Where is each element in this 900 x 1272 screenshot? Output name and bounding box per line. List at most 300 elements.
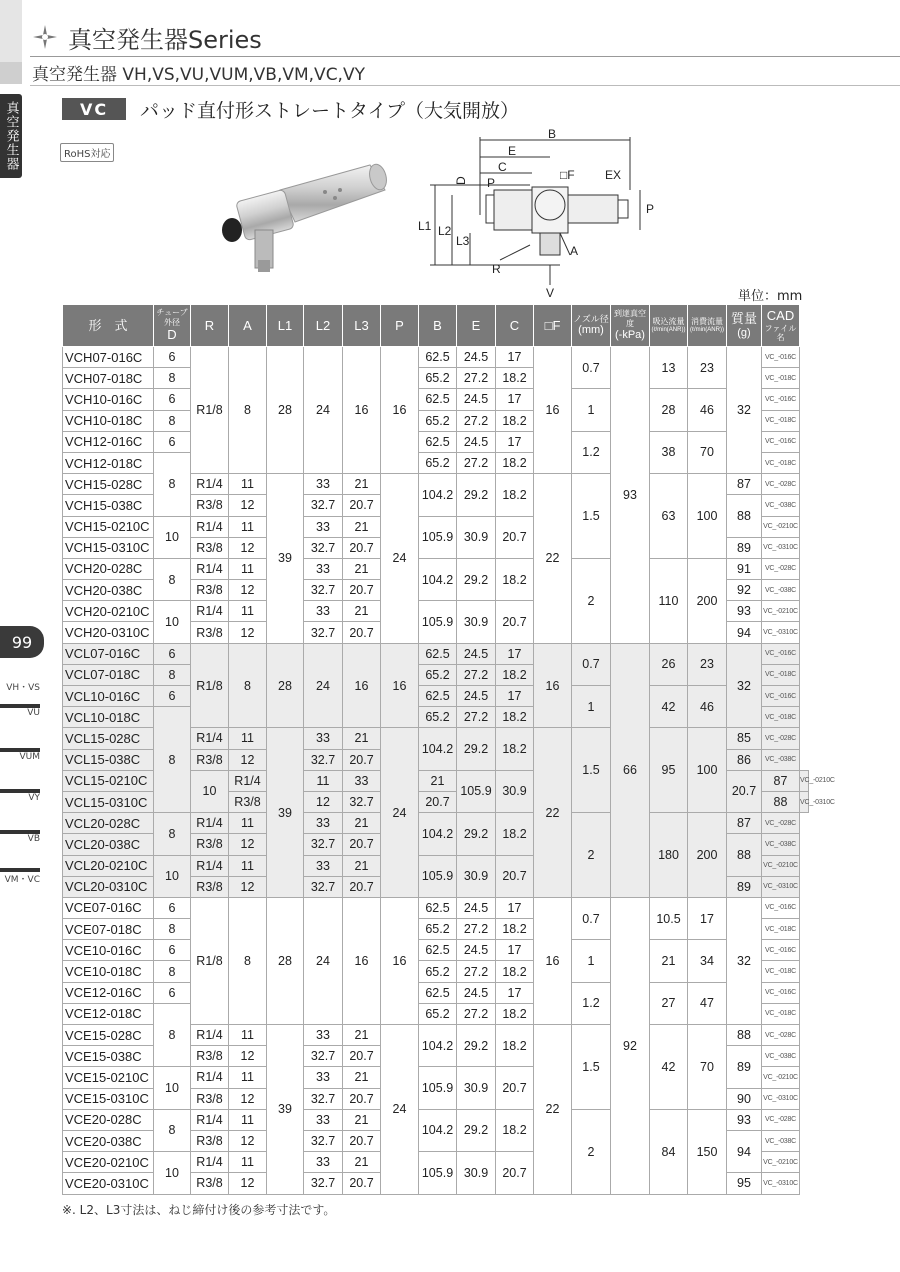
table-row <box>63 643 809 664</box>
table-cell: 90 <box>727 1088 762 1109</box>
table-cell: 33 <box>304 1109 343 1130</box>
table-cell: 24 <box>304 347 343 474</box>
table-cell: 8 <box>154 410 191 431</box>
table-cell: 42 <box>650 1025 688 1110</box>
table-cell: 32 <box>727 897 762 1024</box>
table-cell: VCE10-018C <box>63 961 154 982</box>
table-cell: VCL10-018C <box>63 707 154 728</box>
table-cell: 21 <box>343 1067 381 1088</box>
table-cell: VC_-038C <box>762 580 800 601</box>
table-cell: VCE12-016C <box>63 982 154 1003</box>
dim-label-ex: EX <box>605 168 622 182</box>
table-cell: 11 <box>229 1067 267 1088</box>
side-nav-label: VH・VS <box>6 683 40 693</box>
table-cell: VC_-028C <box>762 813 800 834</box>
table-cell: 2 <box>572 813 611 898</box>
table-cell: 10 <box>154 601 191 643</box>
table-cell: 85 <box>727 728 762 749</box>
col-vacuum <box>611 305 650 347</box>
side-nav-vb[interactable] <box>0 834 44 844</box>
table-cell: 21 <box>650 940 688 982</box>
table-cell: 18.2 <box>496 1109 534 1151</box>
table-cell: 12 <box>229 537 267 558</box>
table-cell: 8 <box>229 347 267 474</box>
side-nav-bar <box>0 830 40 834</box>
series-badge: VC <box>62 98 126 120</box>
table-cell: 30.9 <box>457 601 496 643</box>
table-cell: 17 <box>496 982 534 1003</box>
table-cell: 20.7 <box>343 1130 381 1151</box>
table-cell: 12 <box>229 580 267 601</box>
table-cell: 88 <box>727 834 762 876</box>
table-cell: 6 <box>154 686 191 707</box>
table-cell: 17 <box>496 347 534 368</box>
side-nav-bar <box>0 868 40 872</box>
table-cell: 29.2 <box>457 474 496 516</box>
dim-label-f: □F <box>560 168 575 182</box>
table-cell: 46 <box>688 686 727 728</box>
side-nav-vm-vc[interactable] <box>0 872 44 885</box>
table-cell: 6 <box>154 982 191 1003</box>
table-cell: VCE20-0310C <box>63 1173 154 1194</box>
table-cell: 23 <box>688 347 727 389</box>
table-cell: R3/8 <box>191 876 229 897</box>
table-cell: 17 <box>496 940 534 961</box>
table-cell: R3/8 <box>229 791 267 812</box>
table-cell: 105.9 <box>419 855 457 897</box>
table-cell: 17 <box>496 643 534 664</box>
table-cell: 27.2 <box>457 452 496 473</box>
table-cell: VCH10-018C <box>63 410 154 431</box>
table-cell: VC_-028C <box>762 1109 800 1130</box>
table-cell: 66 <box>611 643 650 897</box>
col-label-bottom: (-kPa) <box>615 328 645 341</box>
col-label-bottom: (ℓ/min(ANR)) <box>690 326 724 333</box>
table-cell: VCH10-016C <box>63 389 154 410</box>
table-cell: 21 <box>343 516 381 537</box>
table-cell: VCE07-018C <box>63 919 154 940</box>
table-cell: 24 <box>381 728 419 898</box>
side-nav-vu[interactable] <box>0 708 44 718</box>
side-nav-label: VM・VC <box>4 875 40 885</box>
table-cell: 21 <box>343 601 381 622</box>
table-cell: VC_-0310C <box>762 622 800 643</box>
table-cell: 8 <box>229 897 267 1024</box>
table-cell: 100 <box>688 474 727 559</box>
col-mass <box>727 305 762 347</box>
dim-label-l2: L2 <box>438 224 452 238</box>
table-cell: R1/4 <box>191 558 229 579</box>
table-cell: VCE15-028C <box>63 1025 154 1046</box>
table-cell: 22 <box>534 474 572 644</box>
table-cell: 27.2 <box>457 410 496 431</box>
table-cell: 16 <box>534 897 572 1024</box>
side-nav-vh-vs[interactable] <box>0 680 44 693</box>
product-photo <box>200 160 400 280</box>
footnote: ※. L2、L3寸法は、ねじ締付け後の参考寸法です。 <box>62 1203 336 1217</box>
table-cell: 18.2 <box>496 919 534 940</box>
table-cell: 32.7 <box>304 749 343 770</box>
table-cell: R3/8 <box>191 495 229 516</box>
table-cell: VC_-018C <box>762 664 800 685</box>
table-cell: 6 <box>154 431 191 452</box>
table-cell: 20.7 <box>343 495 381 516</box>
table-cell: VC_-0210C <box>762 1067 800 1088</box>
table-cell: 2 <box>572 558 611 643</box>
table-cell: 11 <box>229 1025 267 1046</box>
table-cell: 65.2 <box>419 664 457 685</box>
col-l2: L2 <box>304 305 343 347</box>
table-cell: 17 <box>688 897 727 939</box>
table-cell: 39 <box>267 1025 304 1195</box>
table-cell: VC_-016C <box>762 940 800 961</box>
col-l3: L3 <box>343 305 381 347</box>
table-cell: 16 <box>534 347 572 474</box>
table-cell: 27 <box>650 982 688 1024</box>
table-cell: 16 <box>381 643 419 728</box>
table-cell: 91 <box>727 558 762 579</box>
table-cell: 24.5 <box>457 431 496 452</box>
table-cell: 6 <box>154 347 191 368</box>
table-cell: R1/4 <box>191 474 229 495</box>
table-cell: 87 <box>762 770 800 791</box>
table-cell: 1 <box>572 940 611 982</box>
table-cell: 11 <box>229 813 267 834</box>
spec-table <box>62 304 835 1195</box>
table-cell: VCE20-038C <box>63 1130 154 1151</box>
table-cell: VC_-018C <box>762 919 800 940</box>
table-cell: R3/8 <box>191 749 229 770</box>
table-cell: 180 <box>650 813 688 898</box>
table-cell: 105.9 <box>419 601 457 643</box>
table-cell: 24 <box>304 643 343 728</box>
table-cell: 11 <box>229 1152 267 1173</box>
table-cell: 16 <box>534 643 572 728</box>
table-cell: VC_-028C <box>762 558 800 579</box>
table-row <box>63 431 809 452</box>
table-cell: 21 <box>343 728 381 749</box>
table-cell: 17 <box>496 389 534 410</box>
table-cell: 65.2 <box>419 368 457 389</box>
table-cell: 6 <box>154 940 191 961</box>
table-cell: 24.5 <box>457 940 496 961</box>
table-cell: 32.7 <box>304 580 343 601</box>
col-label-top: 質量 <box>730 311 757 327</box>
table-cell: VCH15-038C <box>63 495 154 516</box>
table-cell: 30.9 <box>496 770 534 812</box>
table-cell: 32.7 <box>304 537 343 558</box>
table-cell: 70 <box>688 1025 727 1110</box>
table-cell: 11 <box>229 601 267 622</box>
table-cell: 62.5 <box>419 431 457 452</box>
side-nav-label: VUM <box>19 752 40 762</box>
dim-label-l1: L1 <box>418 219 432 233</box>
table-cell: 18.2 <box>496 558 534 600</box>
table-cell: 2 <box>572 1109 611 1194</box>
table-cell: 1 <box>572 686 611 728</box>
col-p: P <box>381 305 419 347</box>
table-cell: VC_-038C <box>762 749 800 770</box>
table-cell: 24.5 <box>457 347 496 368</box>
side-nav-bar <box>0 789 40 793</box>
table-cell: 39 <box>267 474 304 644</box>
table-row <box>63 389 809 410</box>
table-cell: 8 <box>229 643 267 728</box>
col-e: E <box>457 305 496 347</box>
table-cell: 62.5 <box>419 347 457 368</box>
table-cell: VC_-016C <box>762 643 800 664</box>
table-cell: 30.9 <box>457 1067 496 1109</box>
table-cell: 32.7 <box>343 791 381 812</box>
table-cell: VCL20-0210C <box>63 855 154 876</box>
table-cell: 95 <box>727 1173 762 1194</box>
table-cell: 18.2 <box>496 452 534 473</box>
table-cell: 11 <box>304 770 343 791</box>
table-cell: VC_-018C <box>762 707 800 728</box>
table-cell: 104.2 <box>419 474 457 516</box>
table-cell: 20.7 <box>496 1067 534 1109</box>
table-cell: VC_-016C <box>762 982 800 1003</box>
table-cell: 12 <box>229 1046 267 1067</box>
dimension-diagram <box>410 125 670 300</box>
page-header <box>32 20 262 54</box>
table-cell: 27.2 <box>457 664 496 685</box>
table-cell: 0.7 <box>572 643 611 685</box>
table-cell: 32 <box>727 347 762 474</box>
table-cell: VCH20-028C <box>63 558 154 579</box>
table-cell: 8 <box>154 558 191 600</box>
col-label-top: 消費流量 <box>691 317 723 327</box>
table-cell: 88 <box>727 1025 762 1046</box>
col-label-top: CAD <box>766 308 795 324</box>
table-cell: VC_-028C <box>762 1025 800 1046</box>
col-label-top: ノズル径 <box>573 313 609 324</box>
table-header-row <box>63 305 809 347</box>
table-cell: 28 <box>267 347 304 474</box>
table-cell: VC_-0310C <box>762 1173 800 1194</box>
side-nav-label: VU <box>27 708 40 718</box>
col-label-bottom: (ℓ/min(ANR)) <box>651 326 686 333</box>
table-cell: 104.2 <box>419 728 457 770</box>
table-cell: 23 <box>688 643 727 685</box>
side-nav-vum[interactable] <box>0 752 44 762</box>
table-cell: 6 <box>154 897 191 918</box>
table-cell: 33 <box>304 855 343 876</box>
table-cell: 88 <box>762 791 800 812</box>
table-cell: VCL07-018C <box>63 664 154 685</box>
table-cell: 18.2 <box>496 728 534 770</box>
table-cell: 20.7 <box>496 855 534 897</box>
table-row <box>63 897 809 918</box>
table-cell: 65.2 <box>419 707 457 728</box>
table-cell: 1 <box>572 389 611 431</box>
table-cell: R1/8 <box>191 643 229 728</box>
table-cell: 21 <box>419 770 457 791</box>
table-cell: 84 <box>650 1109 688 1194</box>
header-title: 真空発生器Series <box>68 25 262 54</box>
table-cell: VC_-0310C <box>762 1088 800 1109</box>
table-cell: 21 <box>343 558 381 579</box>
col-tube <box>154 305 191 347</box>
table-cell: R1/8 <box>191 897 229 1024</box>
table-cell: 33 <box>304 1067 343 1088</box>
table-cell: 33 <box>304 558 343 579</box>
table-cell: VC_-016C <box>762 431 800 452</box>
table-cell: R3/8 <box>191 1130 229 1151</box>
table-cell: 10 <box>154 1152 191 1194</box>
table-cell: VCL20-0310C <box>63 876 154 897</box>
table-cell: 20.7 <box>343 1046 381 1067</box>
table-cell: 32.7 <box>304 622 343 643</box>
table-cell: 30.9 <box>457 855 496 897</box>
table-cell: 1.2 <box>572 431 611 473</box>
table-cell: VC_-018C <box>762 1003 800 1024</box>
dim-label-e: E <box>508 144 517 158</box>
side-tab[interactable]: 真空発生器 <box>0 94 22 178</box>
table-cell: 105.9 <box>419 1152 457 1194</box>
table-cell: 10.5 <box>650 897 688 939</box>
page-number: 99 <box>0 626 44 658</box>
table-cell: 87 <box>727 813 762 834</box>
table-cell: 32.7 <box>304 1046 343 1067</box>
table-cell: 62.5 <box>419 643 457 664</box>
col-label-top: チューブ外径 <box>156 308 188 327</box>
table-cell: 62.5 <box>419 897 457 918</box>
dim-label-v: V <box>546 286 555 300</box>
table-cell: VCH07-016C <box>63 347 154 368</box>
table-cell: 33 <box>304 1152 343 1173</box>
table-cell: 94 <box>727 1130 762 1172</box>
table-cell: 18.2 <box>496 368 534 389</box>
table-row <box>63 813 809 834</box>
table-cell: 13 <box>650 347 688 389</box>
table-cell: R1/4 <box>191 516 229 537</box>
table-cell: 10 <box>154 516 191 558</box>
table-cell: VC_-038C <box>762 495 800 516</box>
table-cell: 200 <box>688 558 727 643</box>
table-cell: VC_-016C <box>762 347 800 368</box>
table-cell: 65.2 <box>419 919 457 940</box>
table-cell: 70 <box>688 431 727 473</box>
table-cell: 20.7 <box>496 1152 534 1194</box>
table-cell: 27.2 <box>457 707 496 728</box>
table-cell: VC_-018C <box>762 410 800 431</box>
table-cell: 16 <box>381 347 419 474</box>
table-cell: VCL10-016C <box>63 686 154 707</box>
table-cell: 8 <box>154 813 191 855</box>
table-cell: 27.2 <box>457 368 496 389</box>
table-cell: 20.7 <box>343 1173 381 1194</box>
table-cell: 32.7 <box>304 1173 343 1194</box>
table-cell: 62.5 <box>419 982 457 1003</box>
table-cell: 24.5 <box>457 389 496 410</box>
table-cell: 18.2 <box>496 961 534 982</box>
table-cell: 105.9 <box>457 770 496 812</box>
table-cell: VCL15-0310C <box>63 791 154 812</box>
dim-label-p2: P <box>646 202 655 216</box>
col-label-bottom: (mm) <box>578 324 604 337</box>
table-cell: VC_-0310C <box>762 876 800 897</box>
table-cell: 150 <box>688 1109 727 1194</box>
table-cell: 16 <box>343 347 381 474</box>
table-cell: 1.2 <box>572 982 611 1024</box>
table-cell: 88 <box>727 495 762 537</box>
table-cell: 21 <box>343 855 381 876</box>
col-label: 形 式 <box>88 317 128 333</box>
table-cell: R1/4 <box>191 813 229 834</box>
table-cell: 29.2 <box>457 1109 496 1151</box>
table-cell: 20.7 <box>727 770 762 812</box>
table-cell: 110 <box>650 558 688 643</box>
col-consume <box>688 305 727 347</box>
table-cell: 12 <box>229 1088 267 1109</box>
table-cell: R1/4 <box>191 728 229 749</box>
table-cell: R3/8 <box>191 1173 229 1194</box>
table-cell: 12 <box>304 791 343 812</box>
table-cell: VC_-038C <box>762 1130 800 1151</box>
table-cell: R1/4 <box>191 1025 229 1046</box>
table-cell: VC_-028C <box>762 474 800 495</box>
table-cell: 33 <box>304 474 343 495</box>
table-cell: 28 <box>267 643 304 728</box>
table-cell: 16 <box>343 897 381 1024</box>
table-cell: 20.7 <box>496 516 534 558</box>
table-cell: 11 <box>229 558 267 579</box>
table-row <box>63 940 809 961</box>
table-cell: VCE15-0310C <box>63 1088 154 1109</box>
table-cell: 20.7 <box>419 791 457 812</box>
table-cell: 93 <box>727 1109 762 1130</box>
table-cell: R1/4 <box>191 1109 229 1130</box>
side-nav-vy[interactable] <box>0 793 44 803</box>
cross-logo-icon <box>32 24 58 50</box>
spec-table-body <box>63 347 835 1195</box>
col-suction <box>650 305 688 347</box>
table-cell: 65.2 <box>419 452 457 473</box>
table-cell: VCH07-018C <box>63 368 154 389</box>
table-cell: 62.5 <box>419 686 457 707</box>
table-cell: VCH15-0310C <box>63 537 154 558</box>
table-cell: 24 <box>381 1025 419 1195</box>
table-cell: 8 <box>154 452 191 516</box>
table-cell: 32.7 <box>304 495 343 516</box>
subheader-side-bar <box>0 62 22 84</box>
table-cell: 11 <box>229 728 267 749</box>
table-cell: 12 <box>229 1130 267 1151</box>
table-cell: R1/4 <box>191 601 229 622</box>
table-cell: 20.7 <box>343 580 381 601</box>
table-cell: 8 <box>154 961 191 982</box>
table-cell: 30.9 <box>457 1152 496 1194</box>
table-cell: 104.2 <box>419 1025 457 1067</box>
table-cell: R1/4 <box>229 770 267 791</box>
table-cell: VC_-038C <box>762 1046 800 1067</box>
unit-label: 単位：mm <box>738 289 803 304</box>
table-cell: 95 <box>650 728 688 813</box>
table-cell: R3/8 <box>191 1088 229 1109</box>
dim-label-a: A <box>570 244 579 258</box>
table-row <box>63 558 809 579</box>
table-cell: 11 <box>229 474 267 495</box>
table-cell: 17 <box>496 431 534 452</box>
table-cell: 65.2 <box>419 1003 457 1024</box>
table-cell: 26 <box>650 643 688 685</box>
table-cell: 200 <box>688 813 727 898</box>
table-cell: VC_-0310C <box>762 537 800 558</box>
table-cell: 63 <box>650 474 688 559</box>
table-cell: 12 <box>229 749 267 770</box>
table-cell: VCH12-016C <box>63 431 154 452</box>
